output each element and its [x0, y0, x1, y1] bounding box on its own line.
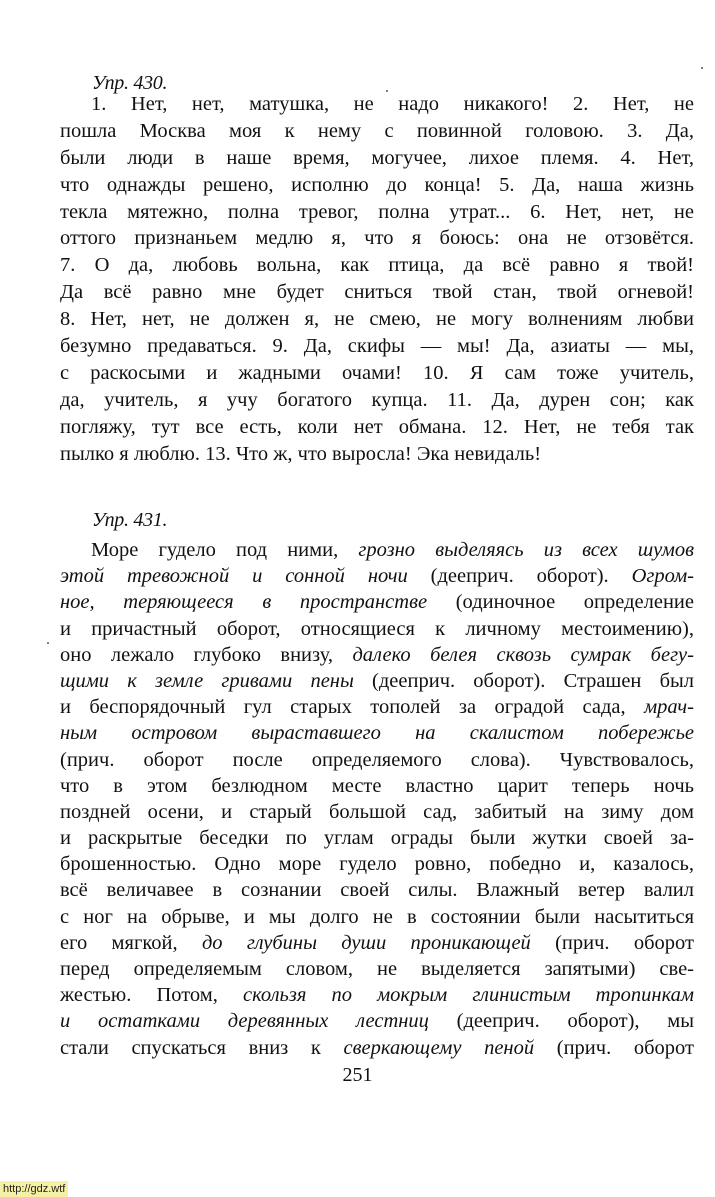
text-line	[60, 668, 694, 694]
text-segment: (дееприч. оборот), мы	[428, 1010, 694, 1033]
text-line	[60, 118, 694, 145]
italic-phrase: ным островом выраставшего на скалистом побережье	[60, 722, 694, 745]
text-line	[60, 537, 694, 563]
text-segment: стали спускаться вниз к	[60, 1036, 344, 1059]
text-segment: Да всё равно мне будет сниться твой стан, твой огневой!	[60, 281, 694, 304]
text-segment: поздней осени, и старый большой сад, забитый на зиму дом	[60, 800, 694, 823]
text-segment: были люди в наше время, могучее, лихое племя. 4. Нет,	[60, 146, 694, 169]
text-segment: с ног на обрыве, и мы долго не в состоянии были насытиться	[60, 905, 694, 928]
text-segment: пылко я люблю. 13. Что ж, что выросла! Эка невидаль!	[60, 442, 542, 465]
text-segment: что однажды решено, исполню до конца! 5. Да, наша жизнь	[60, 173, 694, 196]
exercise-430-text	[60, 91, 694, 467]
italic-phrase: ное, теряющееся в пространстве	[60, 591, 428, 614]
text-line	[60, 199, 694, 226]
text-segment: с раскосыми и жадными очами! 10. Я сам тоже учитель,	[60, 361, 694, 384]
text-line	[60, 387, 694, 414]
text-segment: (одиночное определение	[427, 591, 694, 614]
text-segment: погляжу, тут все есть, коли нет обмана. 12. Нет, не тебя так	[60, 415, 694, 438]
text-line	[60, 1035, 694, 1061]
text-line	[60, 642, 694, 668]
text-segment: и беспорядочный гул старых тополей за оградой сада,	[60, 696, 645, 719]
text-segment: (прич. оборот после определяемого слова). Чувствовалось,	[60, 748, 694, 771]
italic-phrase: Огром-	[631, 565, 694, 588]
text-segment: (дееприч. оборот).	[407, 565, 632, 588]
text-segment: (прич. оборот	[530, 931, 694, 954]
italic-phrase: щими к земле гривами пены	[60, 669, 354, 692]
text-segment: текла мятежно, полна тревог, полна утрат... 6. Нет, нет, не	[60, 200, 694, 223]
scan-speck	[386, 90, 388, 92]
text-segment: оттого признаньем медлю я, что я боюсь: она не отзовётся.	[60, 227, 694, 250]
text-segment: жестью. Потом,	[60, 984, 243, 1007]
text-segment: 8. Нет, нет, не должен я, не смею, не могу волнениям любви	[60, 308, 694, 331]
scan-speck	[47, 642, 49, 644]
text-line	[60, 982, 694, 1008]
text-line	[60, 91, 694, 118]
text-line	[60, 877, 694, 903]
text-line	[60, 747, 694, 773]
scan-speck	[701, 67, 703, 69]
text-segment: (прич. оборот	[534, 1036, 694, 1059]
text-line	[60, 172, 694, 199]
text-line	[60, 616, 694, 642]
text-line	[60, 225, 694, 252]
text-segment: всё величавее в сознании своей силы. Влажный ветер валил	[60, 879, 694, 902]
text-segment: пошла Москва моя к нему с повинной головою. 3. Да,	[60, 119, 694, 142]
text-line	[60, 563, 694, 589]
text-line	[60, 694, 694, 720]
text-line	[60, 145, 694, 172]
text-line	[60, 589, 694, 615]
text-line	[60, 825, 694, 851]
exercise-431-text	[60, 537, 694, 1061]
italic-phrase: грозно выделяясь из всех шумов	[358, 539, 694, 561]
text-line	[60, 956, 694, 982]
text-segment: брошенностью. Одно море гудело ровно, победно и, казалось,	[60, 853, 694, 876]
text-segment: 1. Нет, нет, матушка, не надо никакого! 2. Нет, не	[91, 93, 694, 115]
italic-phrase: до глубины души проникающей	[201, 931, 531, 954]
text-line	[60, 799, 694, 825]
text-line	[60, 306, 694, 333]
text-segment: безумно предаваться. 9. Да, скифы — мы! Да, азиаты — мы,	[60, 335, 694, 358]
italic-phrase: и остатками деревянных лестниц	[60, 1010, 429, 1033]
italic-phrase: сверкающему пеной	[343, 1036, 535, 1059]
exercise-431-title: Упр. 431.	[92, 509, 168, 531]
italic-phrase: этой тревожной и сонной ночи	[60, 565, 408, 588]
text-line	[60, 930, 694, 956]
text-segment: что в этом безлюдном месте властно царит теперь ночь	[60, 774, 694, 797]
text-segment: оно лежало глубоко внизу,	[60, 643, 353, 666]
text-segment: и причастный оборот, относящиеся к личному местоимению),	[60, 617, 694, 640]
italic-phrase: мрач-	[644, 696, 694, 719]
text-segment: и раскрытые беседки по углам ограды были жутки своей за-	[60, 827, 694, 850]
text-line	[60, 720, 694, 746]
text-line	[60, 851, 694, 877]
text-line	[60, 333, 694, 360]
text-segment: да, учитель, я учу богатого купца. 11. Да, дурен сон; как	[60, 388, 694, 411]
exercise-430-title: Упр. 430.	[92, 72, 168, 94]
text-line	[60, 360, 694, 387]
italic-phrase: скользя по мокрым глинистым тропинкам	[242, 984, 694, 1007]
italic-phrase: далеко белея сквозь сумрак бегу-	[352, 643, 694, 666]
footer-link[interactable]: http://gdz.wtf	[0, 1181, 68, 1197]
text-line	[60, 904, 694, 930]
text-segment: 7. О да, любовь вольна, как птица, да всё равно я твой!	[60, 254, 694, 277]
text-segment: (дееприч. оборот). Страшен был	[353, 669, 695, 692]
text-line	[60, 414, 694, 441]
page-number: 251	[342, 1064, 373, 1086]
text-segment: Море гудело под ними,	[91, 539, 359, 561]
text-line	[60, 252, 694, 279]
text-segment: перед определяемым словом, не выделяется запятыми) све-	[60, 958, 694, 980]
text-line	[60, 279, 694, 306]
text-line	[60, 441, 694, 468]
text-line	[60, 1008, 694, 1034]
text-line	[60, 773, 694, 799]
text-segment: его мягкой,	[60, 931, 202, 954]
